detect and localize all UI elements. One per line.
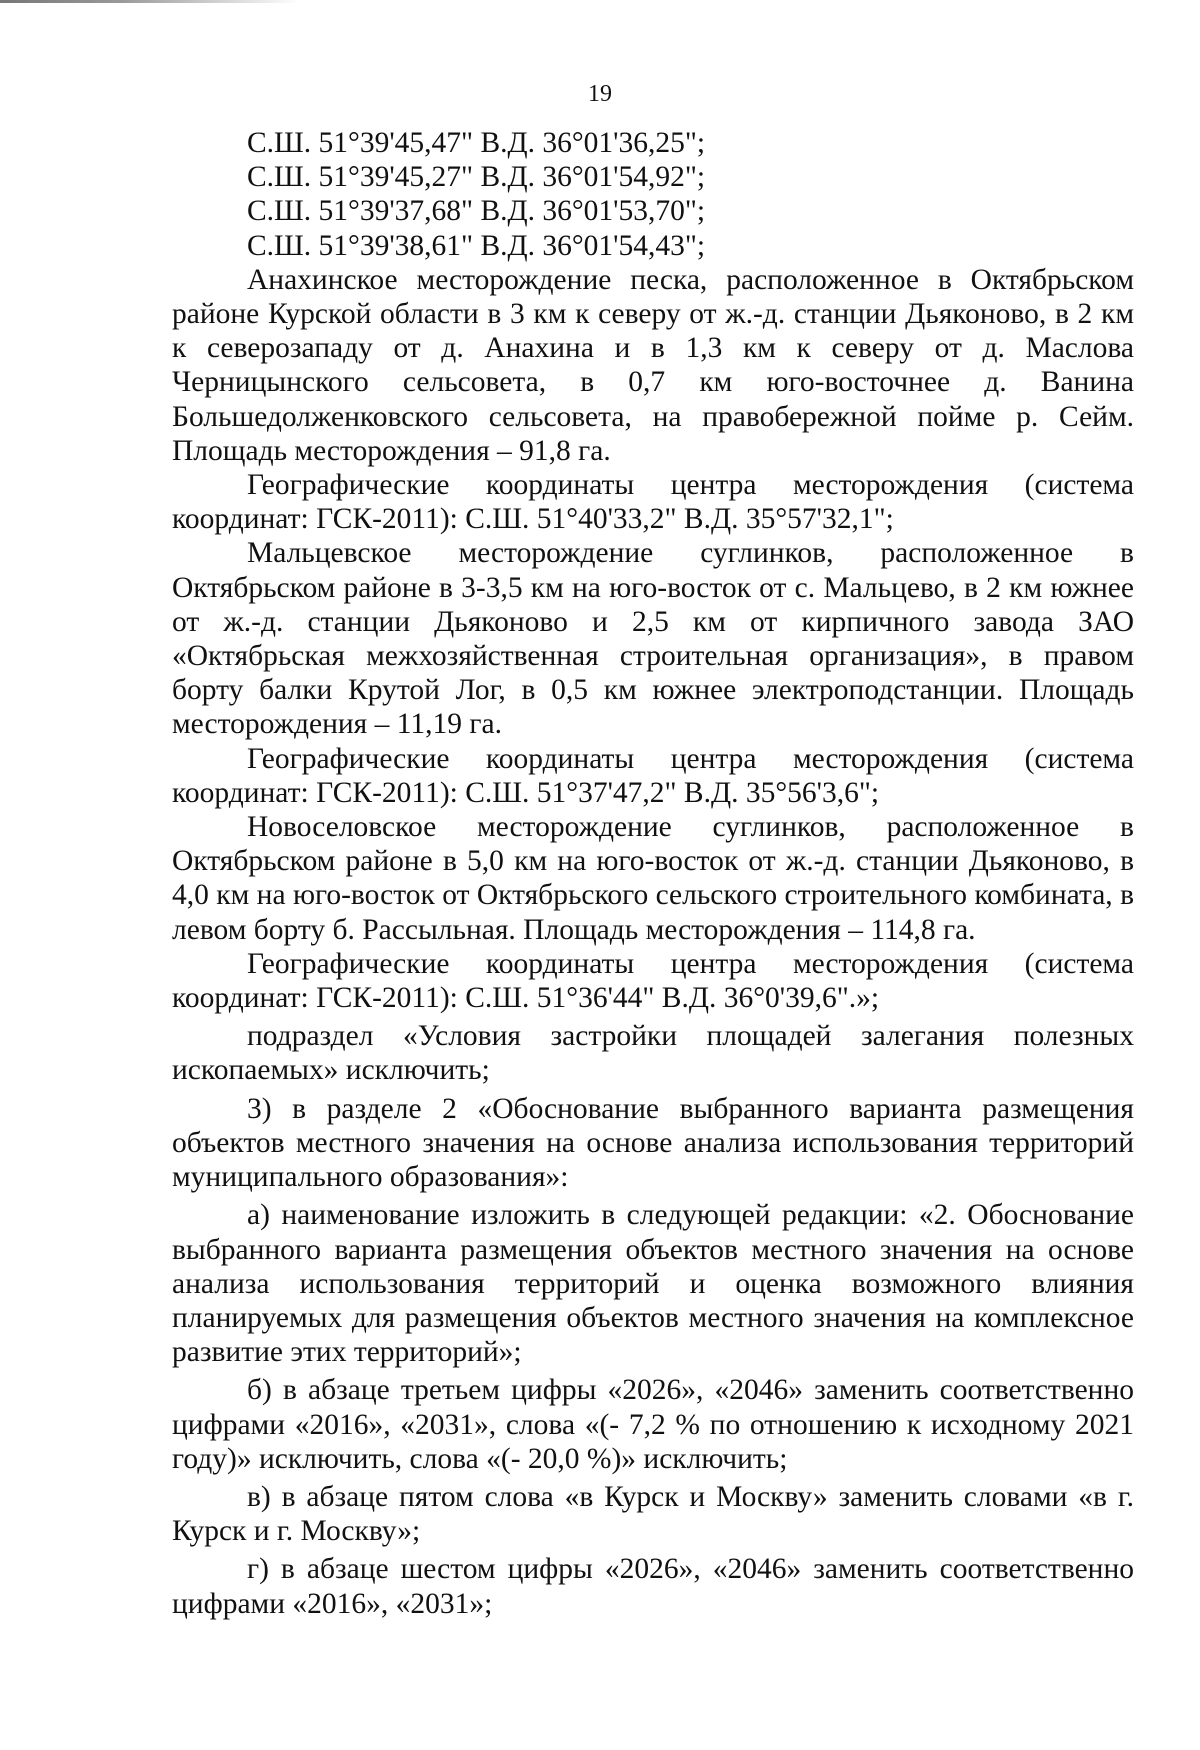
paragraph-section-2: 3) в разделе 2 «Обоснование выбранного варианта размещения объектов местного значения на основе анализа использования территорий муниципального образования»: (172, 1092, 1134, 1194)
coordinate-line: С.Ш. 51°39'38,61" В.Д. 36°01'54,43"; (247, 229, 706, 262)
paragraph-novoselovo-coordinates: Географические координаты центра месторождения (система координат: ГСК-2011): С.Ш. 51°36'44" В.Д. 36°0'39,6".»; (172, 947, 1134, 1015)
document-body (172, 126, 1134, 1621)
paragraph-anakhino-deposit: Анахинское месторождение песка, расположенное в Октябрьском районе Курской области в 3 км к северу от ж.-д. станции Дьяконово, в 2 км к северозападу от д. Анахина и в 1,3 км к северу от д. Маслова Черницынского сельсовета, в 0,7 км юго-восточнее д. Ванина Большедолженковского сельсовета, на правобережной пойме р. Сейм. Площадь месторождения – 91,8 га. (172, 263, 1134, 467)
paragraph-item-a: а) наименование изложить в следующей редакции: «2. Обоснование выбранного варианта размещения объектов местного значения на основе анализа использования территорий и оценка возможного влияния планируемых для размещения объектов местного значения на комплексное развитие этих территорий»; (172, 1199, 1134, 1369)
paragraph-subsection-excluded: подраздел «Условия застройки площадей залегания полезных ископаемых» исключить; (172, 1020, 1134, 1087)
paragraph-item-c: в) в абзаце пятом слова «в Курск и Москву» заменить словами «в г. Курск и г. Москву»; (172, 1480, 1134, 1548)
coordinate-line: С.Ш. 51°39'45,27" В.Д. 36°01'54,92"; (247, 161, 706, 194)
scan-edge-artifact (0, 0, 300, 3)
coordinate-line: С.Ш. 51°39'37,68" В.Д. 36°01'53,70"; (247, 195, 706, 228)
paragraph-novoselovo-deposit: Новоселовское месторождение суглинков, расположенное в Октябрьском районе в 5,0 км на юго-восток от ж.-д. станции Дьяконово, в 4,0 км на юго-восток от Октябрьского сельского строительного комбината, в левом борту б. Рассыльная. Площадь месторождения – 114,8 га. (172, 811, 1134, 946)
paragraph-maltsevo-deposit: Мальцевское месторождение суглинков, расположенное в Октябрьском районе в 3-3,5 км на юго-восток от с. Мальцево, в 2 км южнее от ж.-д. станции Дьяконово и 2,5 км от кирпичного завода ЗАО «Октябрьская межхозяйственная строительная организация», в правом борту балки Крутой Лог, в 0,5 км южнее электроподстанции. Площадь месторождения – 11,19 га. (172, 537, 1134, 741)
paragraph-item-d: г) в абзаце шестом цифры «2026», «2046» заменить соответственно цифрами «2016», «2031»; (172, 1553, 1134, 1620)
page-number: 19 (588, 81, 612, 107)
paragraph-item-b: б) в абзаце третьем цифры «2026», «2046» заменить соответственно цифрами «2016», «2031», слова «(- 7,2 % по отношению к исходному 2021 году)» исключить, слова «(- 20,0 %)» исключить; (172, 1374, 1134, 1475)
coordinate-line: С.Ш. 51°39'45,47" В.Д. 36°01'36,25"; (247, 127, 706, 159)
paragraph-maltsevo-coordinates: Географические координаты центра месторождения (система координат: ГСК-2011): С.Ш. 51°37'47,2" В.Д. 35°56'3,6"; (172, 742, 1134, 809)
paragraph-anakhino-coordinates: Географические координаты центра месторождения (система координат: ГСК-2011): С.Ш. 51°40'33,2" В.Д. 35°57'32,1"; (172, 469, 1134, 536)
